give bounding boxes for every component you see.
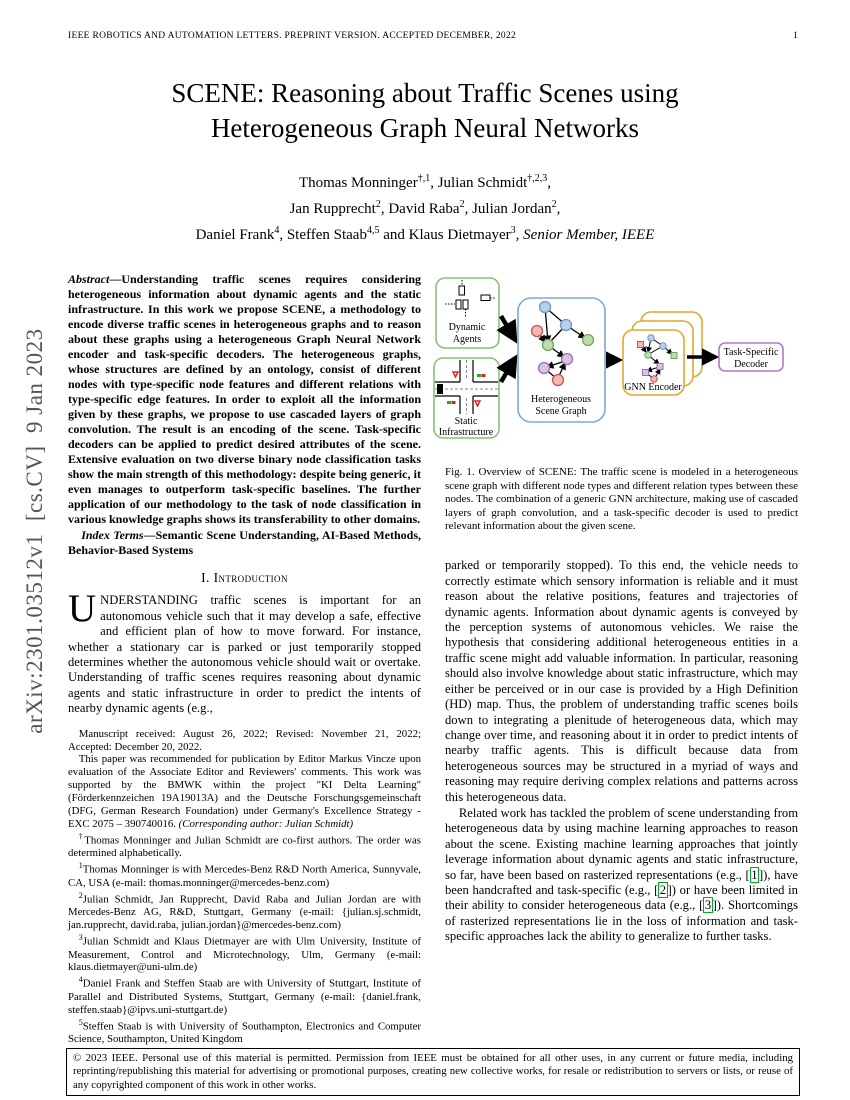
footnote-affil-5: $^5$Steffen Staab is with University of Southampton, Electronics and Computer Science, Southampton, United Kingdom (68, 1017, 421, 1046)
figure-1-caption: Fig. 1. Overview of SCENE: The traffic scene is modeled in a heterogeneous scene graph with different node types and different relation types between these nodes. The combination of a generic GNN architecture, making use of cascaded layers of graph convolution, and a task-specific decoder is used to predict relevant information about the given scene. (445, 466, 798, 533)
static-infrastructure-label-2: Infrastructure (438, 427, 494, 438)
index-terms: Index Terms—Semantic Scene Understanding, AI-Based Methods, Behavior-Based Systems (68, 528, 421, 557)
footnote-affil-4: $^4$Daniel Frank and Steffen Staab are with University of Stuttgart, Institute of Parallel and Distributed Systems, Stuttgart, Germany (e-mail: {daniel.frank, steffen.staab}@ipvs.uni-stuttgart.de) (68, 975, 421, 1016)
gnn-encoder-box (623, 312, 702, 395)
title-line-2: Heterogeneous Graph Neural Networks (210, 113, 640, 143)
abstract: Abstract—Understanding traffic scenes requires considering heterogeneous information about dynamic agents and the static infrastructure. In this work we propose SCENE, a methodology to encode diverse traffic scenes in heterogeneous graphs and to reason about these graphs using a heterogeneous Graph Neural Network encoder and task-specific decoders. The heterogeneous graphs, whose structures are defined by an ontology, consist of different nodes with type-specific node features and different relations with type-specific edge features. In order to exploit all the information given by these graphs, we propose to use cascaded layers of graph convolution. The result is an encoding of the scene. Task-specific decoders can be applied to predict desired attributes of the scene. Extensive evaluation on two diverse binary node classification tasks show the main strength of this methodology: despite being generic, it even manages to outperform task-specific baselines. The further application of our methodology to the task of node classification in various knowledge graphs shows its transferability to other domains. (68, 272, 421, 526)
arxiv-stamp: arXiv:2301.03512v1 [cs.CV] 9 Jan 2023 (22, 328, 47, 734)
author-line-2: Jan Rupprecht$^2$, David Raba$^2$, Julian Jordan$^2$, (289, 199, 561, 217)
section-heading-introduction: I. Introduction (201, 570, 288, 585)
right-column-body (445, 558, 798, 944)
page-number: 1 (792, 31, 798, 41)
dynamic-agents-box (436, 278, 499, 348)
drop-cap: U (68, 587, 97, 631)
footnote-affil-1: $^1$Thomas Monninger is with Mercedes-Benz R&D North America, Sunnyvale, CA, USA (e-mail: thomas.monninger@mercedes-benz.com) (68, 861, 421, 889)
scene-graph-box (518, 298, 605, 422)
static-infrastructure-box (434, 358, 499, 438)
footnotes (68, 728, 421, 1046)
body-paragraph-1: parked or temporarily stopped). To this end, the vehicle needs to correctly estimate which sensory information is reliable and it must reason about the relative positions, features and trajectories of dynamic agents. Information about dynamic agents is conveyed by the perception systems of autonomous vehicles. We raise the hypothesis that considering additional heterogeneous entities in a traffic scene might add valuable information. In particular, reasoning should also involve knowledge about static infrastructure, which may either be perceived or in our case is provided by a High Definition (HD) map. Thus, the problem of understanding traffic scenes boils down to integrating a plenitude of heterogeneous data, which may change over time, and reasoning about it in order to predict intents of nearby traffic agents. This is difficult because data from heterogeneous sources may be structured in a myriad of ways and reasoning may require deriving complex relations and patterns across this heterogeneous data. (445, 558, 798, 804)
footnote-manuscript: Manuscript received: August 26, 2022; Revised: November 21, 2022; Accepted: December 20, 2022. (68, 727, 421, 753)
running-header (68, 31, 798, 41)
task-decoder-label-1: Task-Specific (723, 347, 779, 358)
dynamic-agents-label-2: Agents (452, 334, 482, 345)
arrow-static-to-graph (501, 360, 514, 382)
intro-paragraph (68, 587, 421, 716)
gnn-encoder-label: GNN Encoder (624, 382, 682, 393)
figure-1-diagram (433, 274, 801, 454)
arrow-dynamic-to-graph (501, 316, 514, 338)
static-infrastructure-label-1: Static (454, 416, 478, 427)
footnote-funding: This paper was recommended for publication by Editor Markus Vincze upon evaluation of the Associate Editor and Reviewers' comments. This work was supported by the BMWK within the project "KI Delta Learning" (Förderkennzeichen 19A19013A) and the Deutsche Forschungsgemeinschaft (DFG, German Research Foundation) under Germany's Excellence Strategy - EXC 2075 – 390740016. (Corresponding author: Julian Schmidt) (68, 753, 421, 830)
journal-line: IEEE ROBOTICS AND AUTOMATION LETTERS. PREPRINT VERSION. ACCEPTED DECEMBER, 2022 (68, 31, 517, 41)
left-column (68, 272, 421, 1046)
scene-graph-label-1: Heterogeneous (531, 394, 591, 405)
footnote-affil-3: $^3$Julian Schmidt and Klaus Dietmayer are with Ulm University, Institute of Measurement, Control and Microtechnology, Ulm, Germany (e-mail: klaus.dietmayer@uni-ulm.de) (68, 933, 421, 974)
scene-graph-label-2: Scene Graph (535, 406, 587, 417)
body-paragraph-2: Related work has tackled the problem of scene understanding from heterogeneous data by using machine learning approaches to reason about the scene. Existing machine learning approaches that jointly leverage information about dynamic agents and static infrastructure, so far, have been based on rasterized representations (e.g., [ 1 ]), have been handcrafted and task-specific (e.g., [ 2 ]) or have been limited in their ability to consider heterogeneous data (e.g., [ 3 ]). Shortcomings of rasterized representations lie in the loss of information and task-specific approaches lack the ability to generalize to further tasks. (445, 805, 798, 944)
paper-title (90, 76, 760, 146)
task-decoder-box (719, 343, 783, 371)
copyright-notice: © 2023 IEEE. Personal use of this material is permitted. Permission from IEEE must be obtained for all other uses, in any current or future media, including reprinting/republishing this material for advertising or promotional purposes, creating new collective works, for resale or redistribution to servers or lists, or reuse of any copyrighted component of this work in other works. (66, 1048, 800, 1096)
author-line-3: Daniel Frank$^4$, Steffen Staab$^{4,5}$ and Klaus Dietmayer$^3$, Senior Member, IEEE (195, 225, 655, 243)
footnote-affil-2: $^2$Julian Schmidt, Jan Rupprecht, David Raba and Julian Jordan are with Mercedes-Benz AG, R&D, Stuttgart, Germany (e-mail: {julian.sj.schmidt, jan.rupprecht, david.raba, julian.jordan}@mercedes-benz.com) (68, 890, 421, 932)
title-line-1: SCENE: Reasoning about Traffic Scenes using (171, 78, 679, 108)
intro-paragraph-text: NDERSTANDING traffic scenes is important for an autonomous vehicle such that it may develop a safe, effective and efficient plan of how to move forward. For instance, whether a stationary car is parked or just temporarily stopped determines whether the autonomous vehicle should wait or overtake. Understanding of traffic scenes requires reasoning about dynamic agents and static infrastructure in order to predict the intents of nearby dynamic agents (e.g., (68, 593, 421, 716)
dynamic-agents-label-1: Dynamic (448, 322, 486, 333)
author-line-1: Thomas Monninger$^{\dagger,1}$, Julian Schmidt$^{\dagger,2,3}$, (298, 173, 552, 191)
task-decoder-label-2: Decoder (734, 359, 768, 370)
footnote-cofirst: †Thomas Monninger and Julian Schmidt are co-first authors. The order was determined alphabetically. (68, 831, 421, 860)
right-column (438, 272, 798, 945)
figure-1 (433, 274, 798, 458)
author-list (90, 168, 760, 246)
